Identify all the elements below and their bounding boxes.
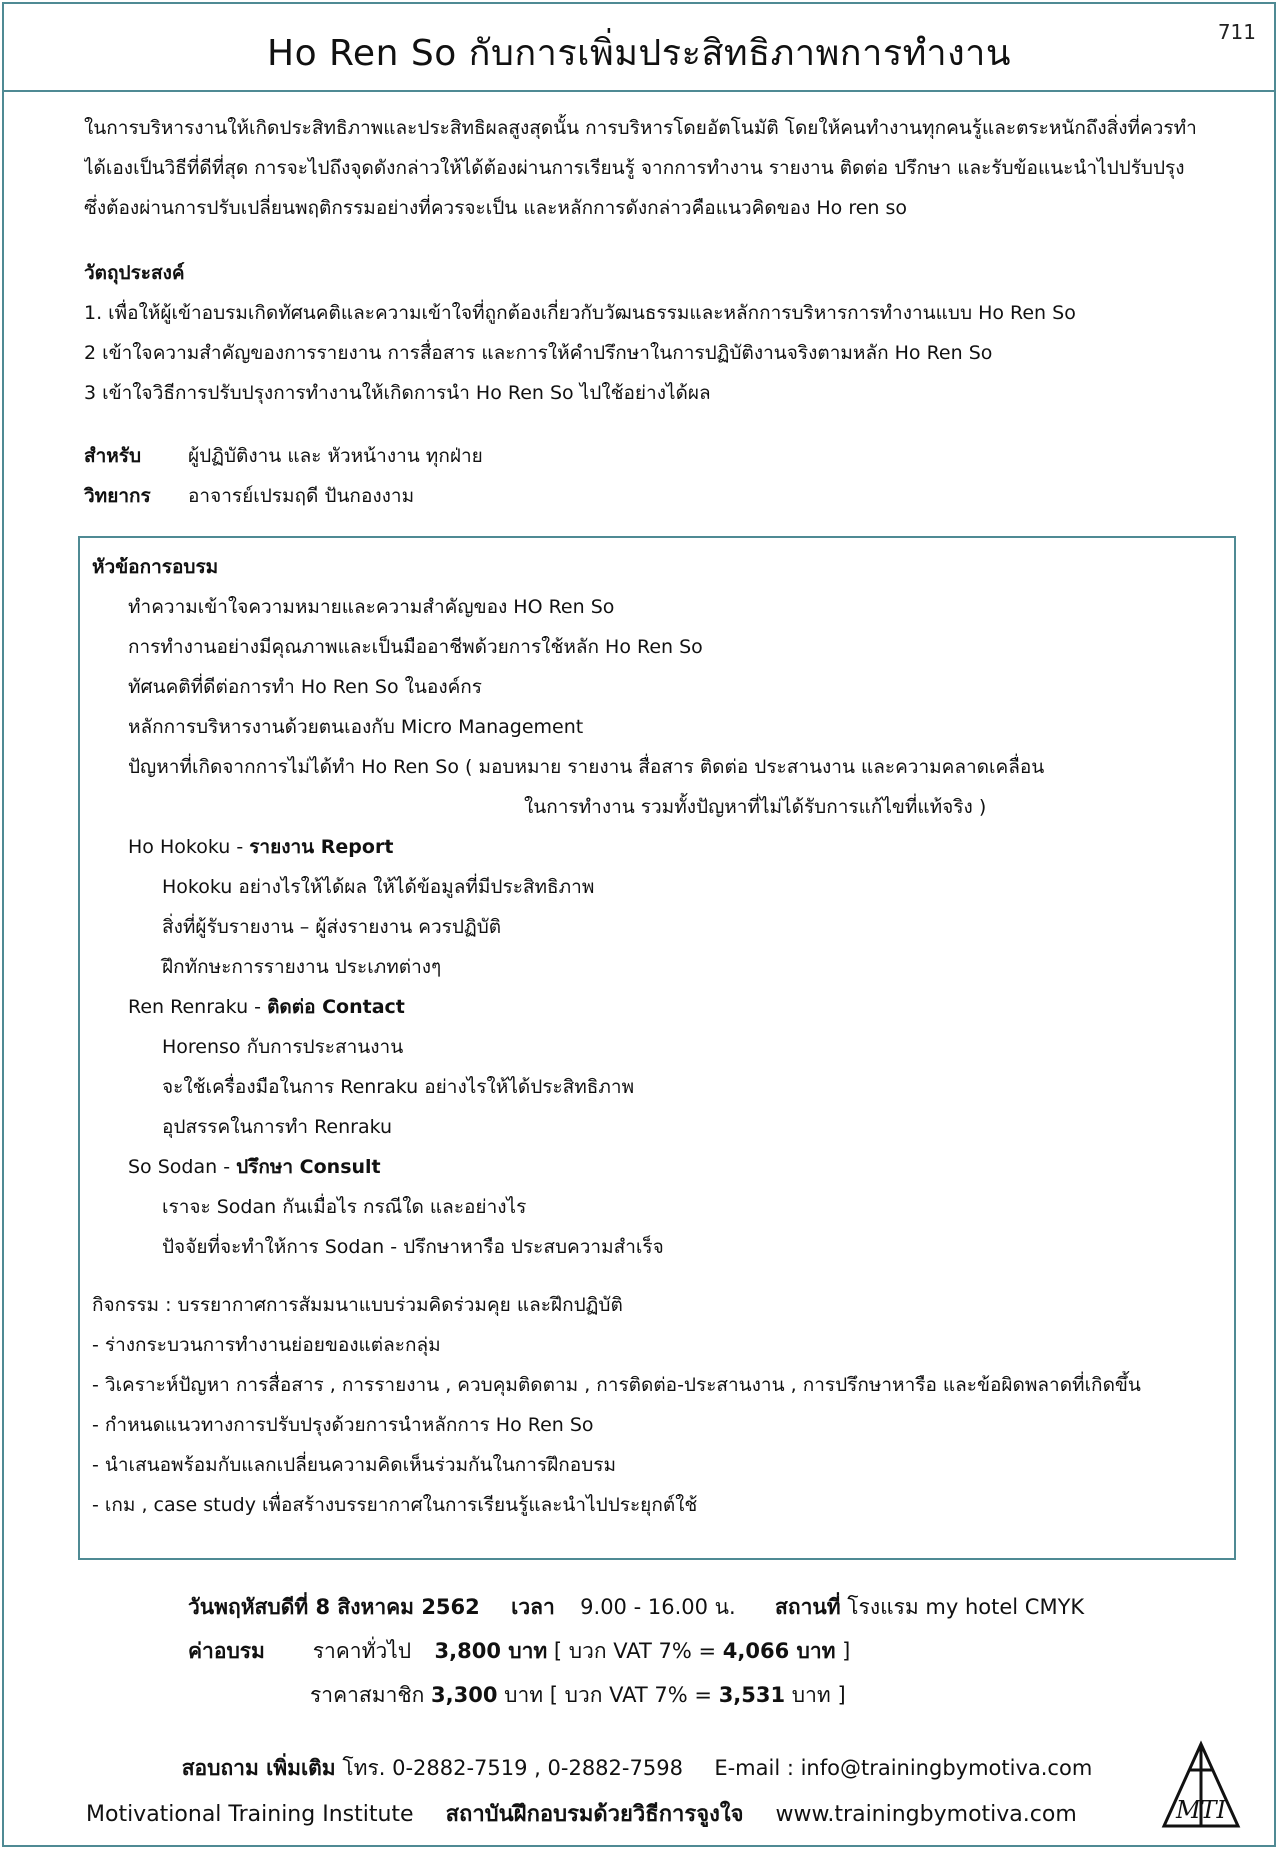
activity-item: - กำหนดแนวทางการปรับปรุงด้วยการนำหลักการ Ho Ren So	[92, 1414, 594, 1436]
so-prefix: So Sodan -	[128, 1156, 237, 1178]
ho-item: สิ่งที่ผู้รับรายงาน – ผู้ส่งรายงาน ควรปฏิบัติ	[162, 916, 502, 938]
audience-label: สำหรับ	[84, 445, 142, 467]
schedule-date: วันพฤหัสบดีที่ 8 สิงหาคม 2562	[188, 1595, 480, 1619]
fee-member-row	[188, 1673, 1084, 1717]
contact-email[interactable]: E-mail : info@trainingbymotiva.com	[714, 1756, 1093, 1780]
intro-line: ได้เองเป็นวิธีที่ดีที่สุด การจะไปถึงจุดดังกล่าวให้ได้ต้องผ่านการเรียนรู้ จากการทำงาน รายงาน ติดต่อ ปรึกษา และรับข้อแนะนำไปปรับปรุง	[84, 157, 1185, 179]
so-item: ปัจจัยที่จะทำให้การ Sodan - ปรึกษาหารือ ประสบความสำเร็จ	[162, 1236, 664, 1258]
schedule-time: 9.00 - 16.00 น.	[580, 1595, 736, 1619]
activity-item: - ร่างกระบวนการทำงานย่อยของแต่ละกลุ่ม	[92, 1334, 441, 1356]
member-close: บาท ]	[785, 1683, 846, 1707]
topic-item-continued: ในการทำงาน รวมทั้งปัญหาที่ไม่ได้รับการแก้ไขที่แท้จริง )	[524, 796, 987, 818]
audience-value: ผู้ปฏิบัติงาน และ หัวหน้างาน ทุกฝ่าย	[188, 445, 483, 467]
trainer-label: วิทยากร	[84, 485, 151, 507]
ho-item: Hokoku อย่างไรให้ได้ผล ให้ได้ข้อมูลที่มีประสิทธิภาพ	[162, 876, 595, 898]
intro-line: ในการบริหารงานให้เกิดประสิทธิภาพและประสิทธิผลสูงสุดนั้น การบริหารโดยอัตโนมัติ โดยให้คนทำงานทุกคนรู้และตระหนักถึงสิ่งที่ควรทำ	[84, 117, 1197, 139]
so-subheading	[92, 1147, 1044, 1187]
audience-trainer	[84, 436, 483, 516]
ren-item: Horenso กับการประสานงาน	[162, 1036, 404, 1058]
objectives-heading: วัตถุประสงค์	[84, 262, 185, 284]
objectives-section	[84, 252, 1076, 412]
activities-section	[92, 1285, 1141, 1525]
general-total: 4,066 บาท	[722, 1639, 836, 1663]
schedule-venue: โรงแรม my hotel CMYK	[847, 1595, 1085, 1619]
general-price-label: ราคาทั่วไป	[312, 1639, 412, 1663]
member-price: 3,300	[431, 1683, 498, 1707]
fee-general-row	[188, 1629, 1084, 1673]
member-total: 3,531	[718, 1683, 786, 1707]
time-label: เวลา	[511, 1595, 555, 1619]
activity-item: - นำเสนอพร้อมกับแลกเปลี่ยนความคิดเห็นร่วมกันในการฝึกอบรม	[92, 1454, 616, 1476]
intro-paragraph	[84, 108, 1264, 228]
mti-logo	[1160, 1740, 1242, 1832]
so-item: เราจะ Sodan กันเมื่อไร กรณีใด และอย่างไร	[162, 1196, 527, 1218]
contact-phone: โทร. 0-2882-7519 , 0-2882-7598	[342, 1756, 683, 1780]
topic-item: การทำงานอย่างมีคุณภาพและเป็นมืออาชีพด้วยการใช้หลัก Ho Ren So	[128, 636, 703, 658]
topics-heading: หัวข้อการอบรม	[92, 556, 219, 578]
topic-item: หลักการบริหารงานด้วยตนเองกับ Micro Management	[128, 716, 584, 738]
contact-label: สอบถาม เพิ่มเติม	[181, 1756, 336, 1780]
org-name-en: Motivational Training Institute	[86, 1802, 414, 1827]
so-title: ปรึกษา Consult	[236, 1156, 381, 1178]
ren-prefix: Ren Renraku -	[128, 996, 268, 1018]
member-vat: บาท [ บวก VAT 7% =	[497, 1683, 719, 1707]
contact-row	[0, 1752, 1274, 1785]
activities-heading: กิจกรรม : บรรยากาศการสัมมนาแบบร่วมคิดร่วมคุย และฝึกปฏิบัติ	[92, 1294, 623, 1316]
intro-line: ซึ่งต้องผ่านการปรับเปลี่ยนพฤติกรรมอย่างที่ควรจะเป็น และหลักการดังกล่าวคือแนวคิดของ Ho ren so	[84, 197, 908, 219]
objective-item: 1. เพื่อให้ผู้เข้าอบรมเกิดทัศนคติและความเข้าใจที่ถูกต้องเกี่ยวกับวัฒนธรรมและหลักการบริหารการทำงานแบบ Ho Ren So	[84, 302, 1076, 324]
objective-item: 2 เข้าใจความสำคัญของการรายงาน การสื่อสาร และการให้คำปรึกษาในการปฏิบัติงานจริงตามหลัก Ho Ren So	[84, 342, 993, 364]
general-close: ]	[835, 1639, 851, 1663]
ren-item: อุปสรรคในการทำ Renraku	[162, 1116, 393, 1138]
venue-label: สถานที่	[775, 1595, 841, 1619]
schedule-row	[188, 1585, 1084, 1629]
topic-item: ทำความเข้าใจความหมายและความสำคัญของ HO Ren So	[128, 596, 615, 618]
website-link[interactable]: www.trainingbymotiva.com	[775, 1802, 1077, 1827]
trainer-row	[84, 476, 483, 516]
member-price-label: ราคาสมาชิก	[310, 1683, 425, 1707]
ren-subheading	[92, 987, 1044, 1027]
ho-prefix: Ho Hokoku -	[128, 836, 250, 858]
topic-item: ปัญหาที่เกิดจากการไม่ได้ทำ Ho Ren So ( มอบหมาย รายงาน สื่อสาร ติดต่อ ประสานงาน และความคลาดเคลื่อน	[128, 756, 1045, 778]
page-number: 711	[1217, 20, 1256, 44]
general-price: 3,800 บาท	[434, 1639, 548, 1663]
org-name-th: สถาบันฝึกอบรมด้วยวิธีการจูงใจ	[445, 1802, 744, 1827]
objective-item: 3 เข้าใจวิธีการปรับปรุงการทำงานให้เกิดการนำ Ho Ren So ไปใช้อย่างได้ผล	[84, 382, 711, 404]
fee-label: ค่าอบรม	[188, 1639, 265, 1663]
ho-title: รายงาน Report	[249, 836, 394, 858]
footer-org-row	[86, 1796, 1077, 1831]
page-title: Ho Ren So กับการเพิ่มประสิทธิภาพการทำงาน	[267, 33, 1011, 74]
topics-section	[92, 547, 1044, 1267]
activity-item: - วิเคราะห์ปัญหา การสื่อสาร , การรายงาน , ควบคุมติดตาม , การติดต่อ-ประสานงาน , การปรึกษาหารือ และข้อผิดพลาดที่เกิดขึ้น	[92, 1374, 1141, 1396]
logo-text: MTI	[1175, 1796, 1227, 1824]
ren-title: ติดต่อ Contact	[267, 996, 405, 1018]
activity-item: - เกม , case study เพื่อสร้างบรรยากาศในการเรียนรู้และนำไปประยุกต์ใช้	[92, 1494, 698, 1516]
general-vat: [ บวก VAT 7% =	[553, 1639, 723, 1663]
ho-item: ฝึกทักษะการรายงาน ประเภทต่างๆ	[162, 956, 442, 978]
ho-subheading	[92, 827, 1044, 867]
schedule-fee-section	[188, 1585, 1084, 1717]
title-bar	[2, 2, 1276, 92]
ren-item: จะใช้เครื่องมือในการ Renraku อย่างไรให้ได้ประสิทธิภาพ	[162, 1076, 635, 1098]
trainer-value: อาจารย์เปรมฤดี ปันกองงาม	[188, 485, 415, 507]
audience-row	[84, 436, 483, 476]
topic-item: ทัศนคติที่ดีต่อการทำ Ho Ren So ในองค์กร	[128, 676, 483, 698]
